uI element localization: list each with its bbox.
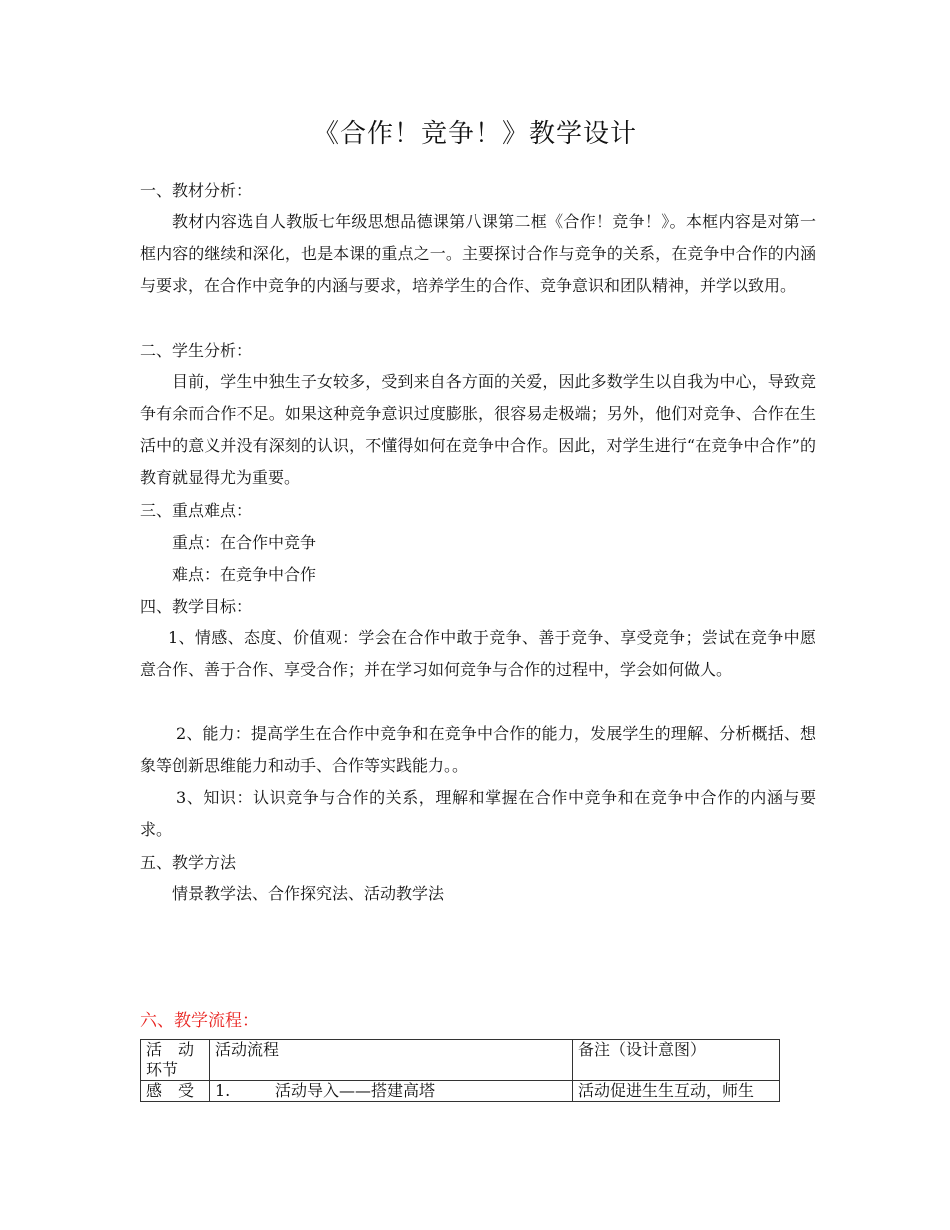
section-heading-teaching-methods: 五、教学方法 (140, 853, 237, 872)
section-heading-key-points: 三、重点难点： (140, 501, 253, 520)
section-heading-teaching-flow: 六、教学流程： (140, 1011, 259, 1031)
table-cell-activity (210, 1081, 573, 1102)
section-heading-student-analysis: 二、学生分析： (140, 341, 253, 360)
section-heading-material-analysis: 一、教材分析： (140, 181, 253, 200)
goal-ability-paragraph: 2、能力：提高学生在合作中竞争和在竞争中合作的能力，发展学生的理解、分析概括、想象等创新思维能力和动手、合作等实践能力。。 (140, 724, 816, 775)
goal-emotion-paragraph: 1、情感、态度、价值观：学会在合作中敢于竞争、善于竞争、享受竞争；尝试在竞争中愿意合作、善于合作、享受合作；并在学习如何竞争与合作的过程中，学会如何做人。 (140, 628, 816, 679)
table-header-stage: 活 动环节 (141, 1040, 210, 1081)
key-point-text: 重点：在合作中竞争 (172, 533, 317, 552)
document-title: 《合作！竞争！》教学设计 (312, 119, 637, 149)
table-header-notes: 备注（设计意图） (573, 1040, 780, 1081)
difficult-point-text: 难点：在竞争中合作 (172, 565, 317, 584)
goal-knowledge-paragraph: 3、知识：认识竞争与合作的关系，理解和掌握在合作中竞争和在竞争中合作的内涵与要求。 (140, 788, 816, 839)
table-row (141, 1081, 780, 1102)
table-cell-stage: 感 受 (141, 1081, 210, 1102)
teaching-flow-table (140, 1039, 780, 1102)
student-analysis-paragraph: 目前，学生中独生子女较多，受到来自各方面的关爱，因此多数学生以自我为中心，导致竞争有余而合作不足。如果这种竞争意识过度膨胀，很容易走极端；另外，他们对竞争、合作在生活中的意义并没有深刻的认识，不懂得如何在竞争中合作。因此，对学生进行“在竞争中合作”的教育就显得尤为重要。 (140, 372, 816, 487)
table-header-activity: 活动流程 (210, 1040, 573, 1081)
activity-title: 活动导入——搭建高塔 (275, 1081, 436, 1100)
activity-number: 1. (215, 1081, 231, 1100)
table-cell-note: 活动促进生生互动，师生 (573, 1081, 780, 1102)
material-analysis-paragraph: 教材内容选自人教版七年级思想品德课第八课第二框《合作！竞争！》。本框内容是对第一框内容的继续和深化，也是本课的重点之一。主要探讨合作与竞争的关系，在竞争中合作的内涵与要求，在合作中竞争的内涵与要求，培养学生的合作、竞争意识和团队精神，并学以致用。 (140, 212, 816, 295)
teaching-methods-text: 情景教学法、合作探究法、活动教学法 (172, 884, 445, 903)
section-heading-teaching-goals: 四、教学目标： (140, 597, 253, 616)
table-header-row (141, 1040, 780, 1081)
